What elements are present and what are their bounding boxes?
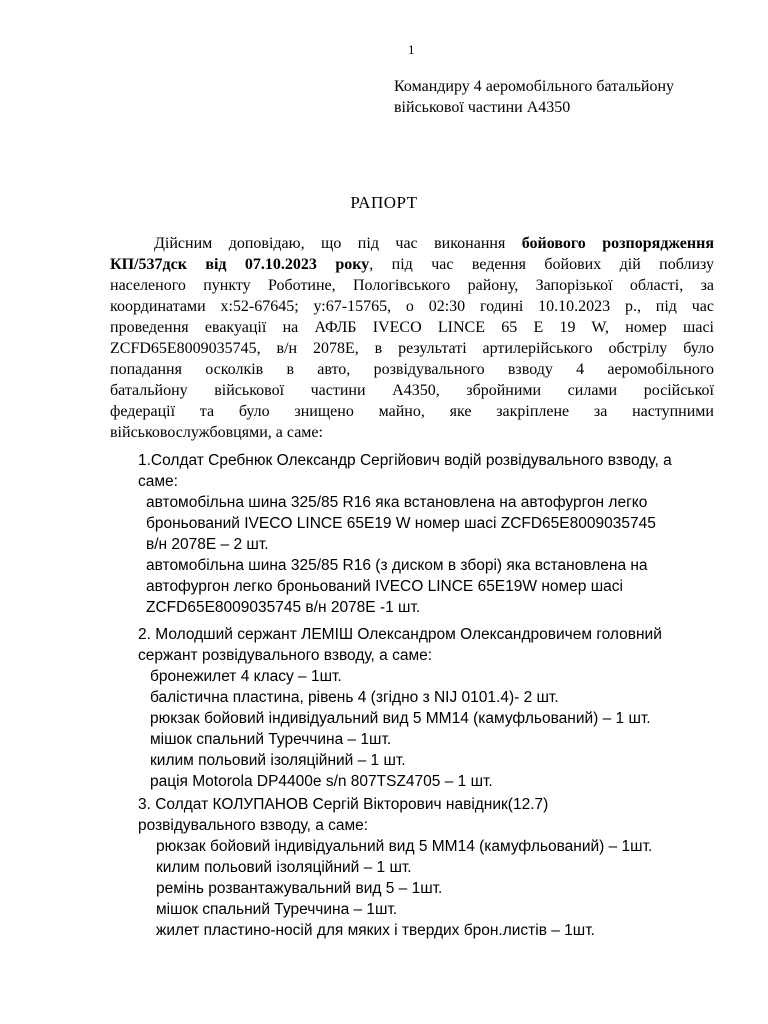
intro-line: КП/537дск від 07.10.2023 року, під час ведення бойових дій поблизу [110,256,715,273]
section-2 [138,624,662,792]
document-title: РАПОРТ [350,193,418,212]
section-header: 1.Солдат Сребнюк Олександр Сергійович водій розвідувального взводу, а [138,452,672,469]
section-1 [138,450,672,618]
section-header: розвідувального взводу, а саме: [138,817,369,834]
section-header: сержант розвідувального взводу, а саме: [138,647,433,664]
list-item: рюкзак бойовий індивідуальний вид 5 ММ14 (камуфльований) – 1 шт. [150,710,651,727]
intro-line: військовослужбовцями, а саме: [110,424,323,441]
intro-line: ZCFD65E8009035745, в/н 2078Е, в результаті артилерійського обстрілу було [110,340,714,357]
page-number: 1 [408,42,415,57]
list-item: рюкзак бойовий індивідуальний вид 5 ММ14 (камуфльований) – 1шт. [156,838,653,855]
list-item: мішок спальний Туреччина – 1шт. [150,731,392,748]
list-item: ZCFD65E8009035745 в/н 2078Е -1 шт. [146,599,421,616]
report-intro-paragraph [110,233,714,443]
list-item: автомобільна шина 325/85 R16 яка встановлена на автофургон легко [146,494,648,511]
section-header: 2. Молодший сержант ЛЕМІШ Олександром Олександровичем головний [138,626,662,643]
addressee-line: військової частини А4350 [394,99,571,116]
section-header: саме: [138,473,178,490]
list-item: автомобільна шина 325/85 R16 (з диском в зборі) яка встановлена на [146,557,648,574]
list-item: жилет пластино-носій для мяких і твердих брон.листів – 1шт. [156,922,595,939]
intro-line: проведення евакуації на АФЛБ IVECO LINCE 65 E 19 W, номер шасі [110,319,714,336]
list-item: килим польовий ізоляційний – 1 шт. [156,859,412,876]
list-item: рація Motorola DP4400e s/n 807TSZ4705 – 1 шт. [150,773,493,790]
intro-line: координатами х:52-67645; у:67-15765, о 02:30 годині 10.10.2023 р., під час [110,298,714,315]
section-header: 3. Солдат КОЛУПАНОВ Сергій Вікторович навідник(12.7) [138,796,549,813]
list-item: броньований IVECO LINCE 65E19 W номер шасі ZCFD65E8009035745 [146,515,656,532]
list-item: ремінь розвантажувальний вид 5 – 1шт. [156,880,443,897]
list-item: балістична пластина, рівень 4 (згідно з NIJ 0101.4)- 2 шт. [150,689,559,706]
addressee-line: Командиру 4 аеромобільного батальйону [394,78,675,95]
section-3 [138,794,652,941]
list-item: бронежилет 4 класу – 1шт. [150,668,342,685]
intro-line: населеного пункту Роботине, Пологівського району, Запорізької області, за [110,277,714,294]
intro-line: батальйону військової частини А4350, збройними силами російської [110,382,714,399]
addressee-block [394,76,674,118]
intro-line: Дійсним доповідаю, що під час виконання бойового розпорядження [154,235,714,252]
list-item: мішок спальний Туреччина – 1шт. [156,901,398,918]
order-reference: КП/537дск від 07.10.2023 року [110,256,370,273]
list-item: килим польовий ізоляційний – 1 шт. [150,752,406,769]
intro-line: попадання осколків в авто, розвідувального взводу 4 аеромобільного [110,361,714,378]
order-reference: бойового розпорядження [521,235,714,252]
list-item: в/н 2078Е – 2 шт. [146,536,269,553]
intro-line: федерації та було знищено майно, яке закріплене за наступними [110,403,714,420]
list-item: автофургон легко броньований IVECO LINCE 65E19W номер шасі [146,578,623,595]
